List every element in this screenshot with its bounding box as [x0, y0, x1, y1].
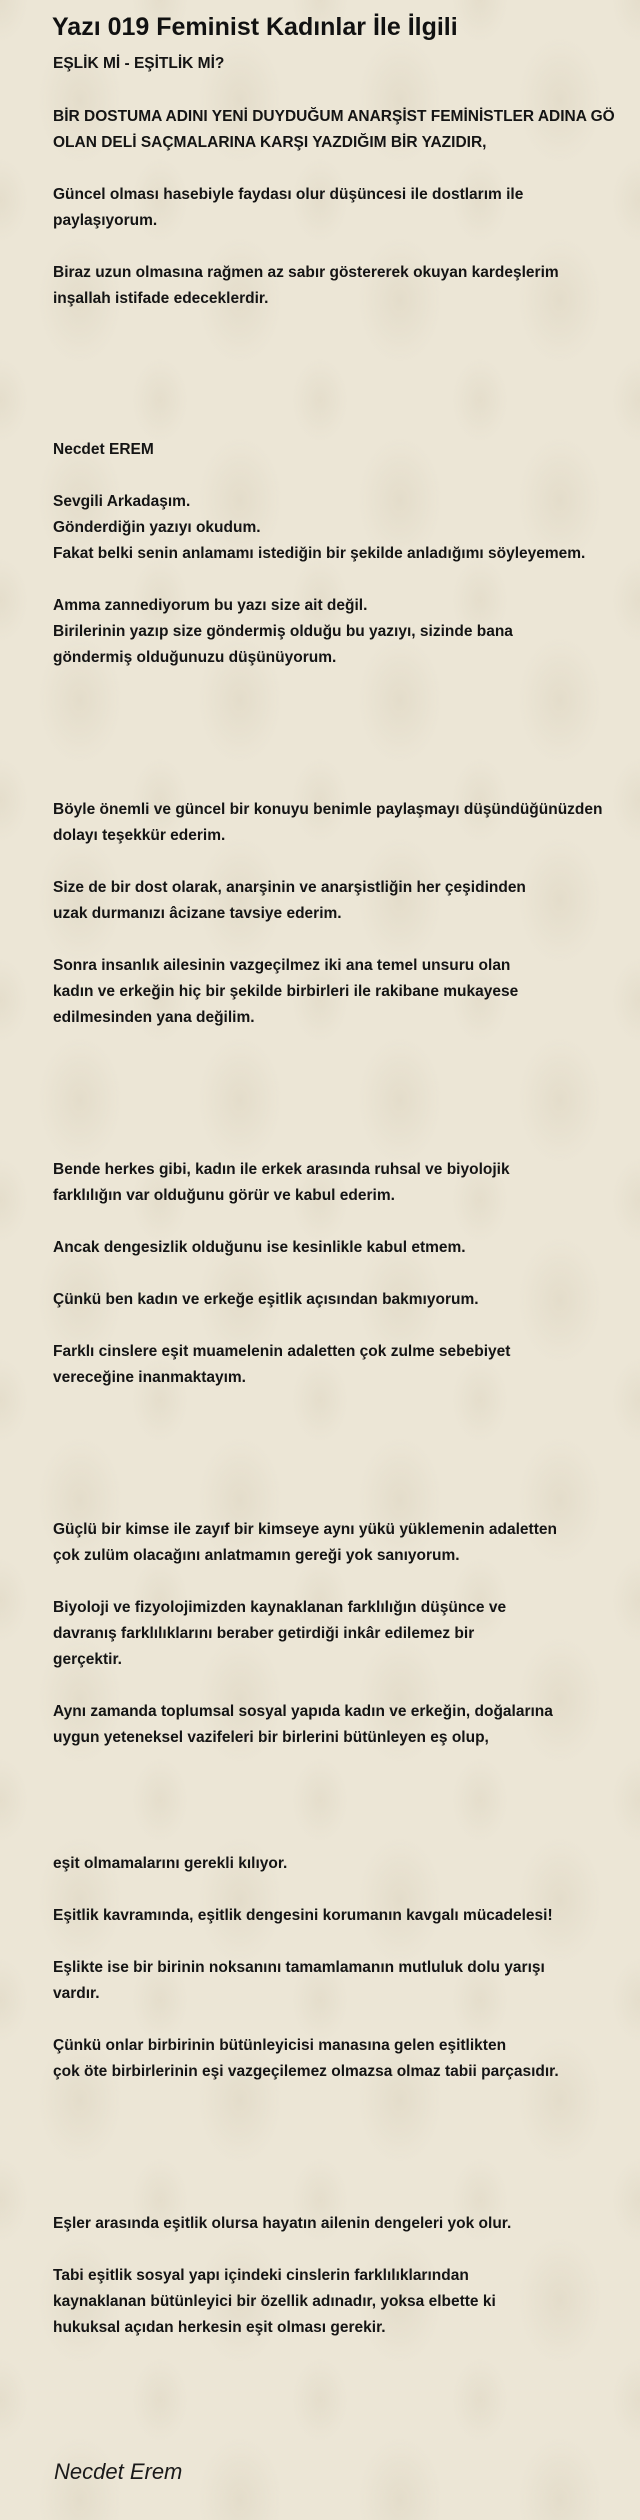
- text-line: davranış farklılıklarını beraber getirdiği inkâr edilemez bir: [53, 1625, 475, 1642]
- text-line: Aynı zamanda toplumsal sosyal yapıda kadın ve erkeğin, doğalarına: [53, 1703, 553, 1720]
- text-line: çok zulüm olacağını anlatmamın gereği yok sanıyorum.: [53, 1547, 460, 1564]
- text-line: vereceğine inanmaktayım.: [53, 1369, 246, 1386]
- subtitle: EŞLİK Mİ - EŞİTLİK Mİ?: [53, 55, 225, 72]
- text-line: Çünkü ben kadın ve erkeğe eşitlik açısından bakmıyorum.: [53, 1291, 479, 1308]
- text-line: Farklı cinslere eşit muamelenin adaletten çok zulme sebebiyet: [53, 1343, 511, 1360]
- text-line: eşit olmamalarını gerekli kılıyor.: [53, 1855, 288, 1872]
- author-name: Necdet EREM: [53, 441, 154, 458]
- text-line: Eşitlik kavramında, eşitlik dengesini korumanın kavgalı mücadelesi!: [53, 1907, 553, 1924]
- text-line: Biyoloji ve fizyolojimizden kaynaklanan farklılığın düşünce ve: [53, 1599, 507, 1616]
- text-line: çok öte birbirlerinin eşi vazgeçilemez olmazsa olmaz tabii parçasıdır.: [53, 2063, 559, 2080]
- text-line: Ancak dengesizlik olduğunu ise kesinlikle kabul etmem.: [53, 1239, 466, 1256]
- text-line: Biraz uzun olmasına rağmen az sabır göstererek okuyan kardeşlerim: [53, 264, 559, 281]
- text-line: edilmesinden yana değilim.: [53, 1009, 255, 1026]
- text-line: BİR DOSTUMA ADINI YENİ DUYDUĞUM ANARŞİST FEMİNİSTLER ADINA GÖ: [53, 108, 615, 125]
- text-line: paylaşıyorum.: [53, 212, 158, 229]
- text-line: Böyle önemli ve güncel bir konuyu benimle paylaşmayı düşündüğünüzden: [53, 801, 603, 818]
- text-line: uzak durmanızı âcizane tavsiye ederim.: [53, 905, 342, 922]
- text-line: uygun yeteneksel vazifeleri bir birlerini bütünleyen eş olup,: [53, 1729, 489, 1746]
- text-line: Bende herkes gibi, kadın ile erkek arasında ruhsal ve biyolojik: [53, 1161, 510, 1178]
- text-line: Eşlikte ise bir birinin noksanını tamamlamanın mutluluk dolu yarışı: [53, 1959, 545, 1976]
- text-line: gerçektir.: [53, 1651, 122, 1668]
- text-line: vardır.: [53, 1985, 100, 2002]
- text-line: Çünkü onlar birbirinin bütünleyicisi manasına gelen eşitlikten: [53, 2037, 507, 2054]
- text-line: Tabi eşitlik sosyal yapı içindeki cinslerin farklılıklarından: [53, 2267, 469, 2284]
- text-line: farklılığın var olduğunu görür ve kabul ederim.: [53, 1187, 395, 1204]
- text-line: Sonra insanlık ailesinin vazgeçilmez iki ana temel unsuru olan: [53, 957, 511, 974]
- text-line: Sevgili Arkadaşım.: [53, 493, 191, 510]
- text-line: dolayı teşekkür ederim.: [53, 827, 226, 844]
- text-line: Size de bir dost olarak, anarşinin ve anarşistliğin her çeşidinden: [53, 879, 526, 896]
- text-line: kaynaklanan bütünleyici bir özellik adınadır, yoksa elbette ki: [53, 2293, 496, 2310]
- text-line: Güçlü bir kimse ile zayıf bir kimseye aynı yükü yüklemenin adaletten: [53, 1521, 557, 1538]
- text-line: Gönderdiğin yazıyı okudum.: [53, 519, 261, 536]
- text-line: kadın ve erkeğin hiç bir şekilde birbirleri ile rakibane mukayese: [53, 983, 519, 1000]
- text-line: hukuksal açıdan herkesin eşit olması gerekir.: [53, 2319, 386, 2336]
- text-line: Birilerinin yazıp size göndermiş olduğu bu yazıyı, sizinde bana: [53, 623, 513, 640]
- text-line: OLAN DELİ SAÇMALARINA KARŞI YAZDIĞIM BİR YAZIDIR,: [53, 134, 487, 151]
- author-signature: Necdet Erem: [54, 2459, 183, 2484]
- page-title: Yazı 019 Feminist Kadınlar İle İlgili: [52, 13, 458, 41]
- text-line: inşallah istifade edeceklerdir.: [53, 290, 269, 307]
- text-line: Eşler arasında eşitlik olursa hayatın ailenin dengeleri yok olur.: [53, 2215, 512, 2232]
- text-line: Amma zannediyorum bu yazı size ait değil.: [53, 597, 368, 614]
- text-line: Fakat belki senin anlamamı istediğin bir şekilde anladığımı söyleyemem.: [53, 545, 586, 562]
- text-line: göndermiş olduğunuzu düşünüyorum.: [53, 649, 337, 666]
- text-line: Güncel olması hasebiyle faydası olur düşüncesi ile dostlarım ile: [53, 186, 524, 203]
